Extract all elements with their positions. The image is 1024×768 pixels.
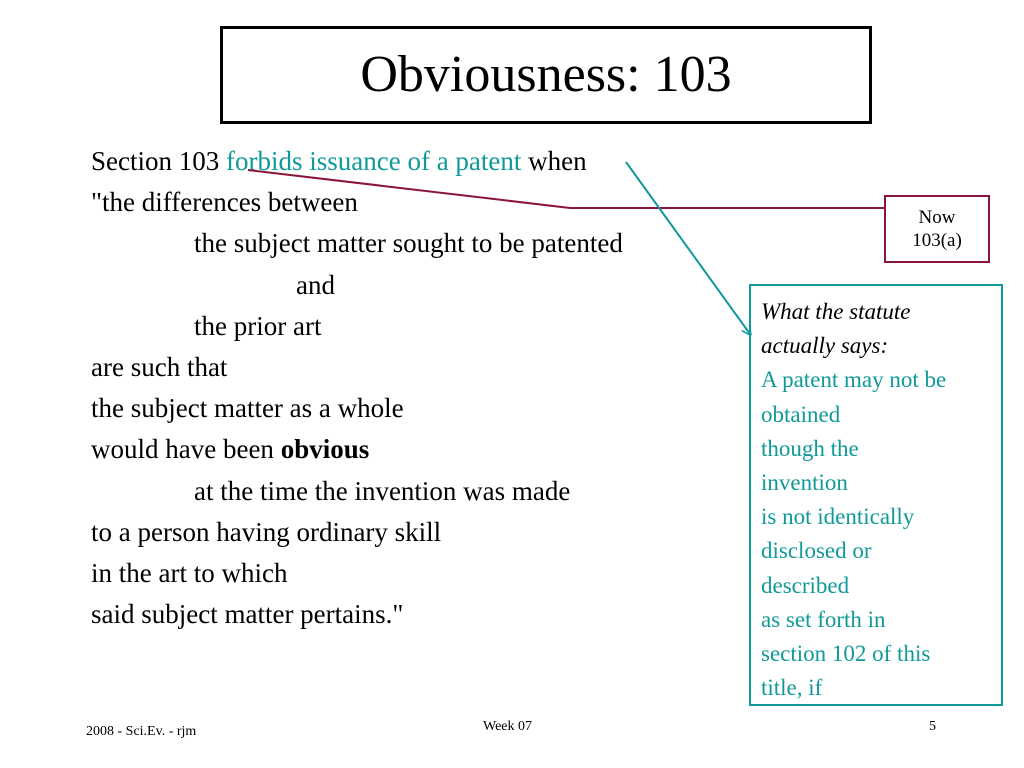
quote-line-10: to a person having ordinary skill: [91, 516, 442, 547]
slide-title: Obviousness: 103: [360, 46, 732, 103]
quote-line-1-post: when: [521, 146, 587, 176]
statute-heading-2: actually says:: [761, 333, 889, 359]
quote-line-12: said subject matter pertains.": [91, 599, 404, 630]
obvious-bold: obvious: [280, 434, 370, 465]
now-label: Now: [918, 207, 956, 228]
quote-line-9: at the time the invention was made: [194, 475, 571, 506]
quote-line-8-pre: would have been: [91, 434, 281, 465]
statute-line: is not identically: [761, 504, 915, 530]
teal-arrow-line: [626, 162, 750, 334]
quote-line-4: and: [296, 269, 335, 300]
statute-line: disclosed or: [761, 538, 872, 564]
quote-line-3: the subject matter sought to be patented: [194, 228, 623, 259]
quote-line-7: the subject matter as a whole: [91, 393, 404, 424]
footer-center: Week 07: [483, 719, 533, 734]
statute-heading-1: What the statute: [761, 299, 911, 324]
footer-left: 2008 - Sci.Ev. - rjm: [86, 724, 197, 739]
quote-line-2: "the differences between: [91, 187, 358, 218]
statute-line: described: [761, 572, 850, 598]
statute-line: A patent may not be: [761, 367, 947, 393]
quote-line-6: are such that: [91, 351, 228, 382]
statute-line: title, if: [761, 675, 823, 701]
statute-line: invention: [761, 470, 848, 496]
page-number: 5: [929, 719, 936, 734]
statute-line: section 102 of this: [761, 641, 931, 667]
maroon-connector-line: [248, 170, 884, 208]
statute-line: obtained: [761, 401, 841, 427]
forbids-highlight: forbids issuance of a patent: [226, 146, 522, 176]
section-label: 103(a): [912, 230, 962, 251]
quote-line-11: in the art to which: [91, 557, 288, 588]
quote-line-1-pre: Section 103: [91, 146, 226, 176]
quote-line-5: the prior art: [194, 310, 322, 341]
statute-line: though the: [761, 435, 859, 461]
statute-line: as set forth in: [761, 606, 886, 632]
